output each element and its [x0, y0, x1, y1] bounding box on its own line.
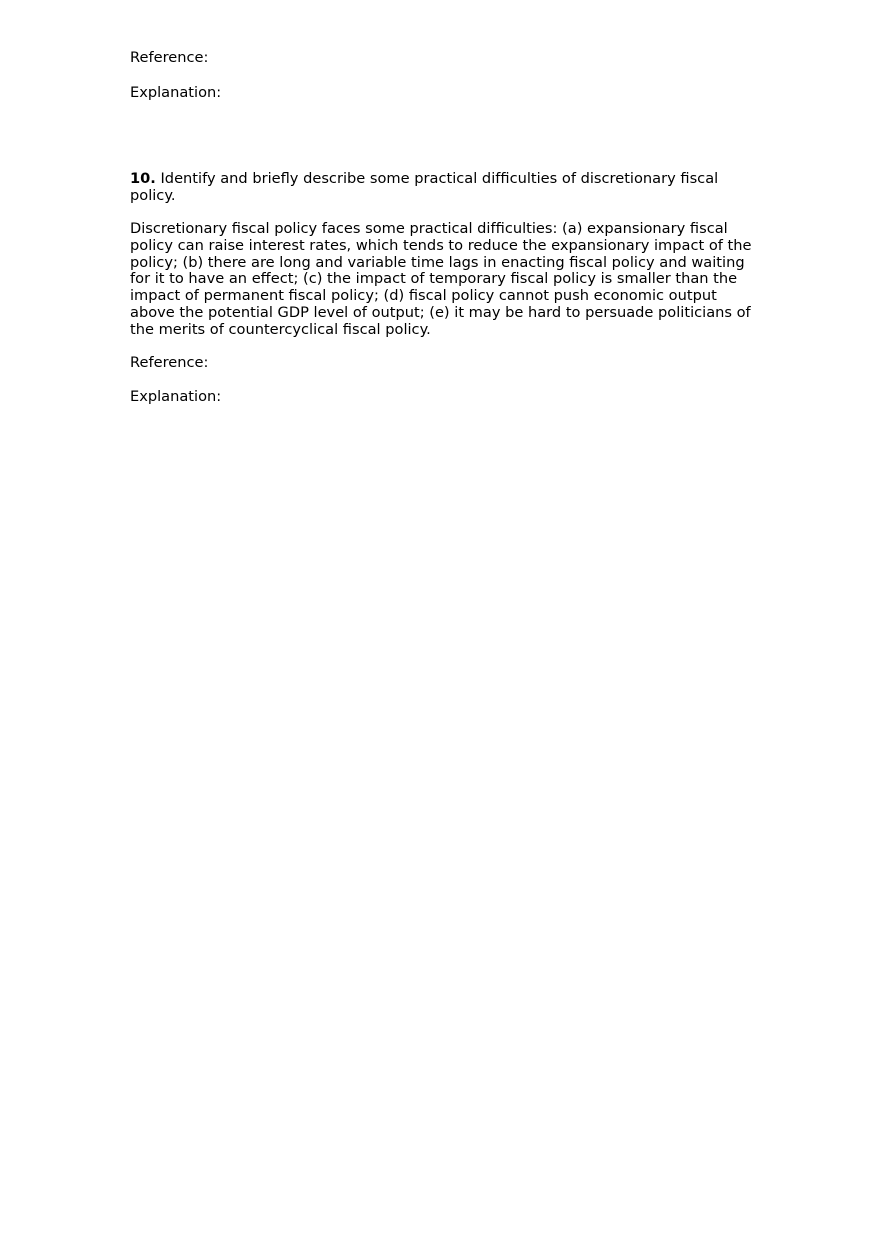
answer-line: above the potential GDP level of output; (e) it may be hard to persuade politicians of — [130, 303, 751, 321]
question-prompt-line-2: policy. — [130, 186, 176, 204]
previous-reference-label: Reference: — [130, 49, 209, 66]
question-prompt-text-1: Identify and briefly describe some practical difﬁculties of discretionary fiscal — [155, 170, 719, 187]
answer-line: impact of permanent fiscal policy; (d) fiscal policy cannot push economic output — [130, 287, 717, 305]
question-prompt — [130, 171, 750, 205]
previous-explanation-label: Explanation: — [130, 84, 222, 101]
question-number: 10. — [130, 170, 156, 187]
answer-line: policy can raise interest rates, which tends to reduce the expansionary impact of the — [130, 236, 752, 254]
answer-line: the merits of countercyclical fiscal policy. — [130, 320, 431, 338]
answer-line: policy; (b) there are long and variable time lags in enacting fiscal policy and waiting — [130, 253, 745, 271]
reference-label: Reference: — [130, 354, 209, 371]
answer-line: for it to have an effect; (c) the impact of temporary fiscal policy is smaller than the — [130, 270, 738, 288]
answer-line: Discretionary fiscal policy faces some practical difﬁculties: (a) expansionary fiscal — [130, 220, 728, 237]
question-prompt-line-1 — [130, 171, 750, 188]
answer-paragraph — [130, 221, 750, 339]
explanation-label: Explanation: — [130, 388, 222, 405]
